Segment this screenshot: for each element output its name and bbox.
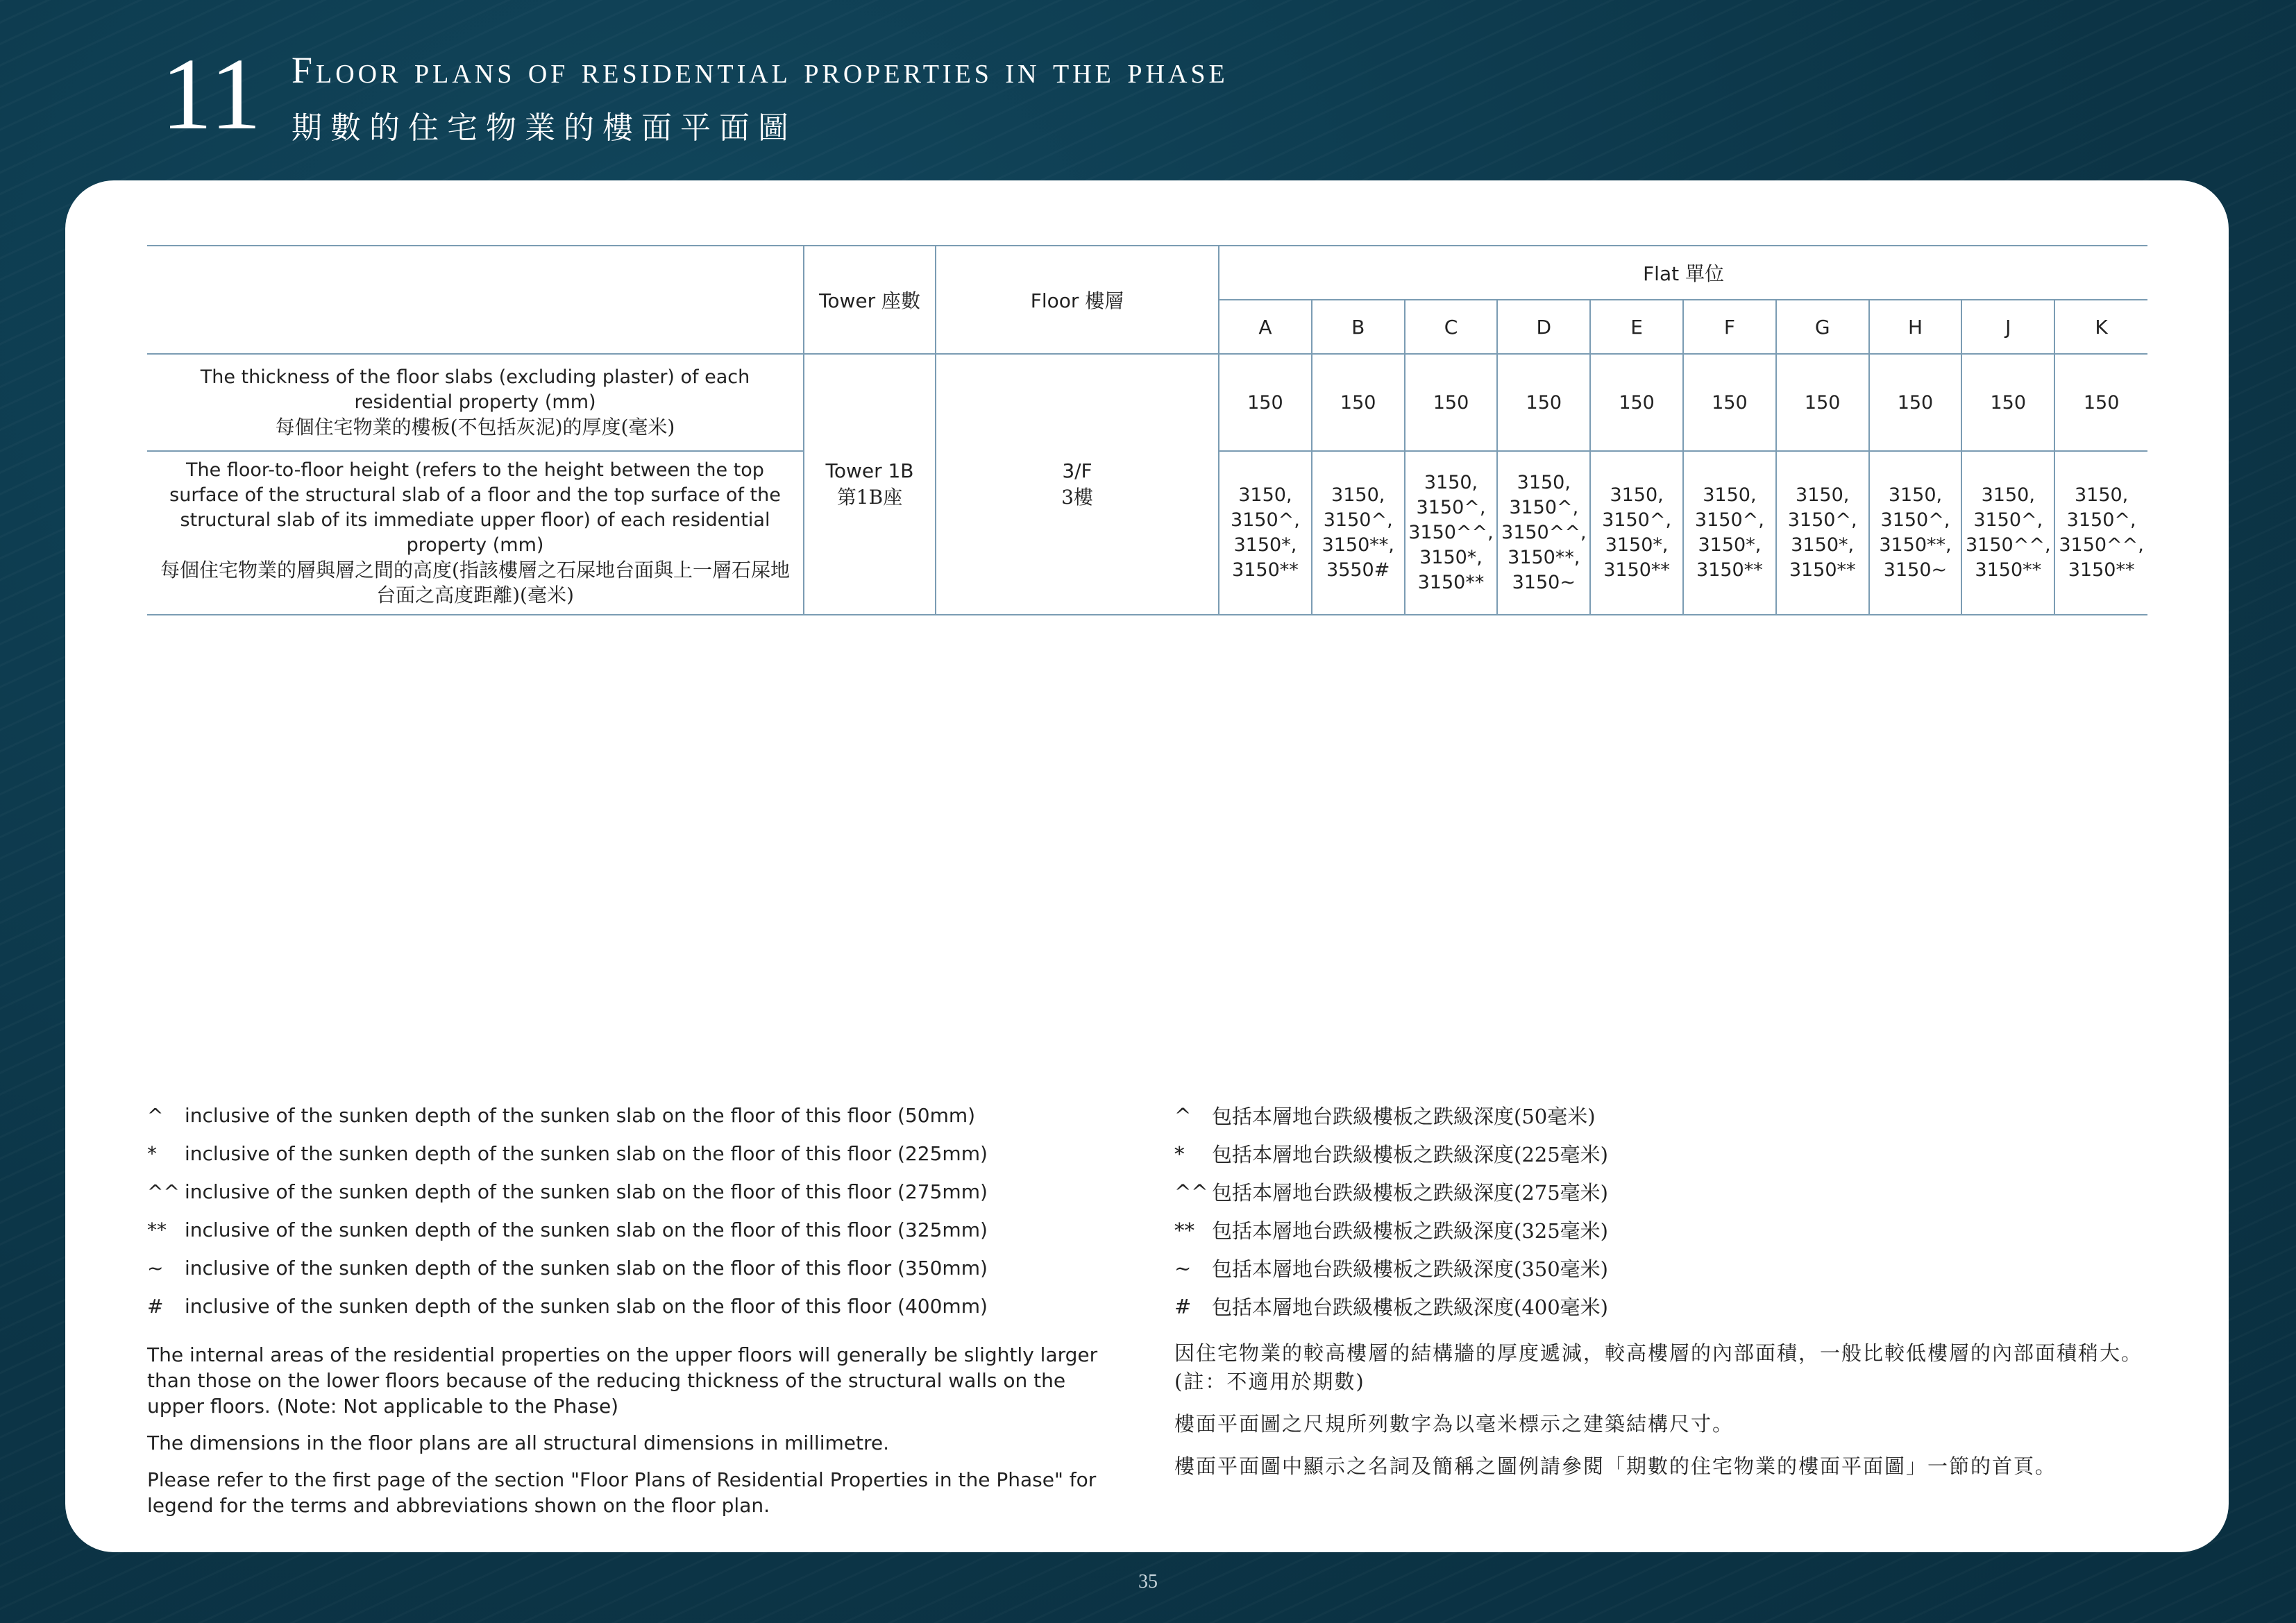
table-cell: 3150, 3150^, 3150*, 3150** xyxy=(1776,451,1869,615)
table-cell: 3150, 3150^, 3150*, 3150** xyxy=(1590,451,1683,615)
row-label-en: The floor-to-floor height (refers to the height between the top surface of the structural slab of a floor and the top surface of the structural slab of its immediate upper floor) of each residential property (mm) xyxy=(169,459,781,556)
row-label-zh: 每個住宅物業的層與層之間的高度(指該樓層之石屎地台面與上一層石屎地台面之高度距離)(毫米) xyxy=(160,559,790,606)
note-text: inclusive of the sunken depth of the sunken slab on the floor of this floor (325mm) xyxy=(185,1218,988,1241)
note-item xyxy=(147,1173,1126,1211)
note-text: 包括本層地台跌級樓板之跌級深度(275毫米) xyxy=(1212,1181,1608,1205)
row-label-zh: 每個住宅物業的樓板(不包括灰泥)的厚度(毫米) xyxy=(275,416,675,439)
flat-letter: D xyxy=(1497,300,1590,354)
table-cell: 3150, 3150^, 3150*, 3150** xyxy=(1219,451,1312,615)
table-cell: 150 xyxy=(1683,354,1776,451)
table-cell: 150 xyxy=(1869,354,1962,451)
header-floor: Floor 樓層 xyxy=(936,246,1219,354)
row-label-slab-thickness xyxy=(147,354,804,451)
header-flat: Flat 單位 xyxy=(1219,246,2147,300)
table-cell: 3150, 3150^, 3150**, 3150~ xyxy=(1869,451,1962,615)
table-cell: 3150, 3150^, 3150^^, 3150*, 3150** xyxy=(1405,451,1498,615)
page-title-zh: 期數的住宅物業的樓面平面圖 xyxy=(292,110,797,146)
table-cell: 150 xyxy=(1590,354,1683,451)
table-cell: 150 xyxy=(1312,354,1405,451)
note-text: inclusive of the sunken depth of the sunken slab on the floor of this floor (50mm) xyxy=(185,1104,976,1127)
note-text: inclusive of the sunken depth of the sunken slab on the floor of this floor (350mm) xyxy=(185,1257,988,1280)
flat-letter: H xyxy=(1869,300,1962,354)
note-item xyxy=(1174,1211,2153,1249)
table-cell: 150 xyxy=(1497,354,1590,451)
note-text: 包括本層地台跌級樓板之跌級深度(350毫米) xyxy=(1212,1257,1608,1281)
note-item xyxy=(147,1287,1126,1325)
note-text: inclusive of the sunken depth of the sunken slab on the floor of this floor (225mm) xyxy=(185,1142,988,1165)
note-symbol: ^ xyxy=(147,1104,164,1127)
table-cell: 3150, 3150^, 3150**, 3550# xyxy=(1312,451,1405,615)
note-item xyxy=(1174,1287,2153,1325)
note-paragraph: 因住宅物業的較高樓層的結構牆的厚度遞減，較高樓層的內部面積，一般比較低樓層的內部面積稍大。(註：不適用於期數) xyxy=(1174,1341,2143,1393)
table-cell: 150 xyxy=(1219,354,1312,451)
note-text: inclusive of the sunken depth of the sunken slab on the floor of this floor (275mm) xyxy=(185,1180,988,1203)
note-text: inclusive of the sunken depth of the sunken slab on the floor of this floor (400mm) xyxy=(185,1295,988,1318)
tower-zh: 第1B座 xyxy=(836,485,903,509)
note-item xyxy=(1174,1135,2153,1173)
note-text: 包括本層地台跌級樓板之跌級深度(400毫米) xyxy=(1212,1295,1608,1319)
note-symbol: ** xyxy=(147,1218,167,1241)
flat-letter: B xyxy=(1312,300,1405,354)
table-cell: 150 xyxy=(1776,354,1869,451)
table-cell: 150 xyxy=(1405,354,1498,451)
floor-cell xyxy=(936,354,1219,615)
notes-zh xyxy=(1174,1096,2153,1481)
table-cell: 3150, 3150^, 3150^^, 3150** xyxy=(2054,451,2147,615)
table-cell: 3150, 3150^, 3150*, 3150** xyxy=(1683,451,1776,615)
note-text: 包括本層地台跌級樓板之跌級深度(50毫米) xyxy=(1212,1105,1596,1128)
note-symbol: # xyxy=(147,1295,164,1318)
floor-zh: 3樓 xyxy=(1061,485,1093,509)
flat-letter: G xyxy=(1776,300,1869,354)
note-item xyxy=(147,1249,1126,1287)
note-paragraph: Please refer to the first page of the section "Floor Plans of Residential Properties in the Phase" for legend for the terms and abbreviations shown on the floor plan. xyxy=(147,1468,1097,1517)
tower-en: Tower 1B xyxy=(825,459,914,482)
note-symbol: ** xyxy=(1174,1218,1195,1242)
flat-letter: E xyxy=(1590,300,1683,354)
flat-letter: A xyxy=(1219,300,1312,354)
note-text: 包括本層地台跌級樓板之跌級深度(225毫米) xyxy=(1212,1143,1608,1166)
note-symbol: ~ xyxy=(147,1257,164,1280)
note-symbol: ~ xyxy=(1174,1256,1192,1280)
floor-en: 3/F xyxy=(1062,459,1092,482)
table-row xyxy=(147,354,2147,451)
header-tower: Tower 座數 xyxy=(804,246,936,354)
note-item xyxy=(1174,1249,2153,1287)
table-cell: 3150, 3150^, 3150^^, 3150**, 3150~ xyxy=(1497,451,1590,615)
flat-letter: C xyxy=(1405,300,1498,354)
table-cell: 3150, 3150^, 3150^^, 3150** xyxy=(1961,451,2054,615)
page-number: 35 xyxy=(1138,1571,1158,1592)
tower-cell xyxy=(804,354,936,615)
header-blank-cell xyxy=(147,246,804,354)
row-label-floor-height xyxy=(147,451,804,615)
note-paragraph: The internal areas of the residential properties on the upper floors will generally be slightly larger than those on the lower floors because of the reducing thickness of the structural walls on the upper floors. (Note: Not applicable to the Phase) xyxy=(147,1343,1098,1418)
note-paragraph: 樓面平面圖之尺規所列數字為以毫米標示之建築結構尺寸。 xyxy=(1174,1412,1734,1436)
note-symbol: ^^ xyxy=(1174,1180,1208,1204)
floor-spec-table xyxy=(147,245,2147,615)
note-symbol: * xyxy=(1174,1141,1185,1166)
page-title-en: Floor plans of residential properties in the phase xyxy=(292,49,1229,91)
note-text: 包括本層地台跌級樓板之跌級深度(325毫米) xyxy=(1212,1219,1608,1243)
table-cell: 150 xyxy=(2054,354,2147,451)
note-item xyxy=(147,1096,1126,1135)
note-symbol: ^ xyxy=(1174,1103,1192,1128)
note-symbol: ^^ xyxy=(147,1180,180,1203)
notes-en xyxy=(147,1096,1126,1518)
flat-letter: F xyxy=(1683,300,1776,354)
flat-letter: K xyxy=(2054,300,2147,354)
section-number: 11 xyxy=(161,37,263,151)
note-item xyxy=(147,1211,1126,1249)
table-cell: 150 xyxy=(1961,354,2054,451)
flat-letter: J xyxy=(1961,300,2054,354)
table-header-row xyxy=(147,246,2147,300)
note-item xyxy=(1174,1173,2153,1211)
note-item xyxy=(147,1135,1126,1173)
note-paragraph: The dimensions in the floor plans are all structural dimensions in millimetre. xyxy=(147,1431,889,1454)
note-paragraph: 樓面平面圖中顯示之名詞及簡稱之圖例請參閱「期數的住宅物業的樓面平面圖」一節的首頁。 xyxy=(1174,1454,2057,1478)
row-label-en: The thickness of the floor slabs (excluding plaster) of each residential property (mm) xyxy=(200,366,750,413)
note-item xyxy=(1174,1096,2153,1135)
note-symbol: # xyxy=(1174,1294,1192,1318)
note-symbol: * xyxy=(147,1142,157,1165)
